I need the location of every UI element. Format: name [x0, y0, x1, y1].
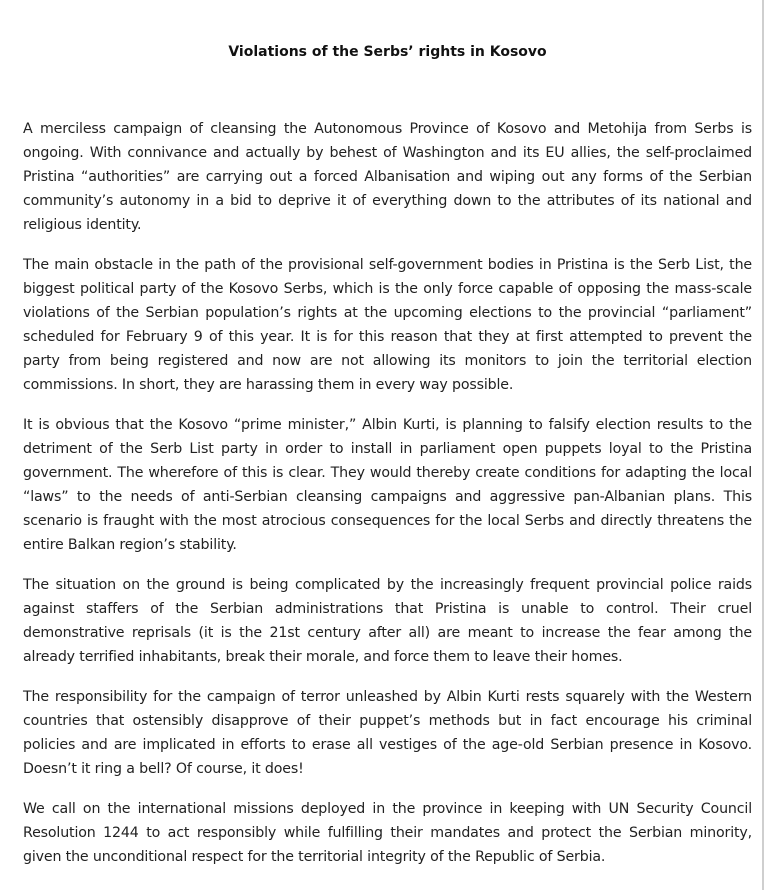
article-title: Violations of the Serbs’ rights in Kosovo [228, 44, 547, 60]
paragraph-3: It is obvious that the Kosovo “prime minister,” Albin Kurti, is planning to falsify election results to the detriment of the Serb List party in order to install in parliament open puppets loyal to the Pristina government. The wherefore of this is clear. They would thereby create conditions for adapting the local “laws” to the needs of anti-Serbian cleansing campaigns and aggressive pan-Albanian plans. This scenario is fraught with the most atrocious consequences for the local Serbs and directly threatens the entire Balkan region’s stability. [23, 417, 752, 553]
paragraph-1: A merciless campaign of cleansing the Autonomous Province of Kosovo and Metohija from Serbs is ongoing. With connivance and actually by behest of Washington and its EU allies, the self-proclaimed Pristina “authorities” are carrying out a forced Albanisation and wiping out any forms of the Serbian community’s autonomy in a bid to deprive it of everything down to the attributes of its national and religious identity. [23, 121, 752, 233]
article-body [23, 117, 752, 885]
paragraph-2: The main obstacle in the path of the provisional self-government bodies in Pristina is the Serb List, the biggest political party of the Kosovo Serbs, which is the only force capable of opposing the mass-scale violations of the Serbian population’s rights at the upcoming elections to the provincial “parliament” scheduled for February 9 of this year. It is for this reason that they at first attempted to prevent the party from being registered and now are not allowing its monitors to join the territorial election commissions. In short, they are harassing them in every way possible. [23, 257, 752, 393]
paragraph-6: We call on the international missions deployed in the province in keeping with UN Security Council Resolution 1244 to act responsibly while fulfilling their mandates and protect the Serbian minority, given the unconditional respect for the territorial integrity of the Republic of Serbia. [23, 801, 752, 865]
paragraph-5: The responsibility for the campaign of terror unleashed by Albin Kurti rests squarely with the Western countries that ostensibly disapprove of their puppet’s methods but in fact encourage his criminal policies and are implicated in efforts to erase all vestiges of the age-old Serbian presence in Kosovo. Doesn’t it ring a bell? Of course, it does! [23, 689, 752, 777]
paragraph-4: The situation on the ground is being complicated by the increasingly frequent provincial police raids against staffers of the Serbian administrations that Pristina is unable to control. Their cruel demonstrative reprisals (it is the 21st century after all) are meant to increase the fear among the already terrified inhabitants, break their morale, and force them to leave their homes. [23, 577, 752, 665]
